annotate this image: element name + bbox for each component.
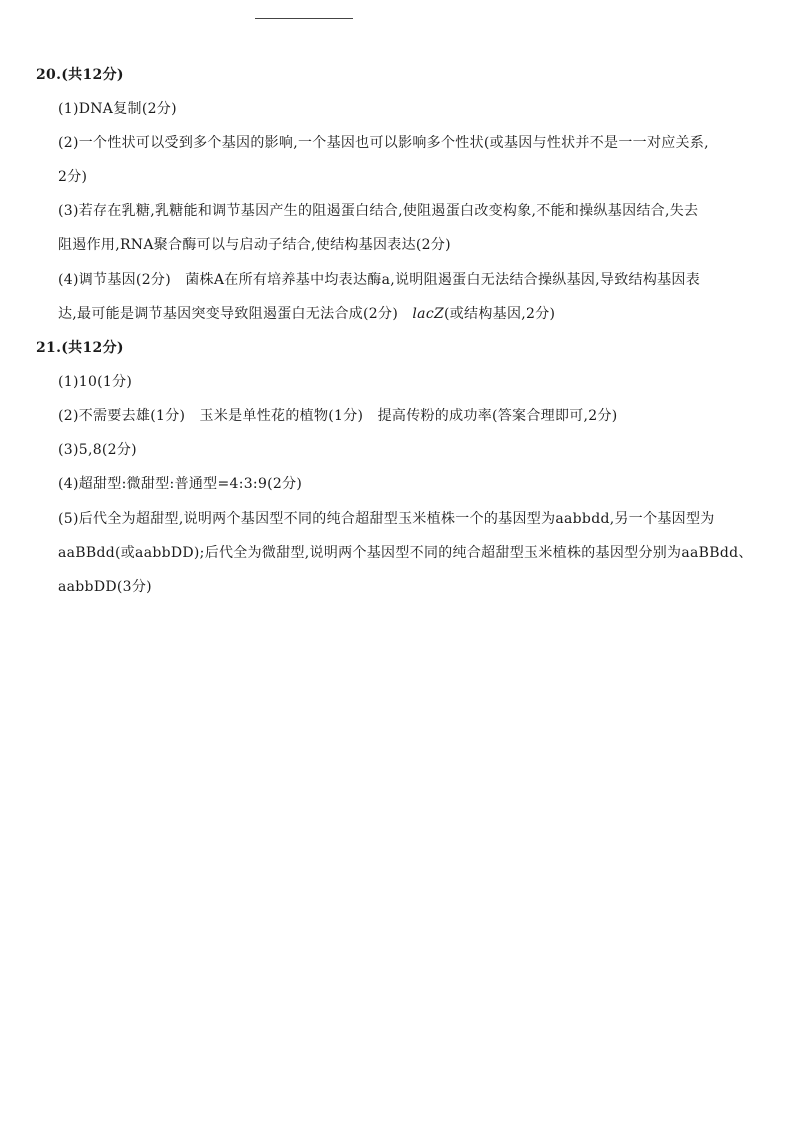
- q20-part-3-line-2: 阻遏作用,RNA聚合酶可以与启动子结合,使结构基因表达(2分): [58, 237, 451, 253]
- question-20-header: 20.(共12分): [36, 67, 124, 83]
- q20-part-4-line-2: [58, 305, 555, 323]
- q20-part-4-text-a: 达,最可能是调节基因突变导致阻遏蛋白无法合成(2分): [58, 306, 413, 322]
- q21-part-2: (2)不需要去雄(1分) 玉米是单性花的植物(1分) 提高传粉的成功率(答案合理即可,2分): [58, 408, 618, 424]
- q21-part-3: (3)5,8(2分): [58, 442, 137, 458]
- q21-part-4: (4)超甜型:微甜型:普通型=4:3:9(2分): [58, 476, 303, 492]
- q21-part-1: (1)10(1分): [58, 374, 133, 390]
- question-21-header: 21.(共12分): [36, 340, 124, 356]
- q21-part-5-line-2: aaBBdd(或aabbDD);后代全为微甜型,说明两个基因型不同的纯合超甜型玉米植株的基因型分别为aaBBdd、: [58, 545, 753, 561]
- q20-part-1: (1)DNA复制(2分): [58, 101, 177, 117]
- q20-part-4-text-b: (或结构基因,2分): [443, 306, 556, 322]
- lacz-gene-name: lacZ: [412, 306, 444, 322]
- q20-part-2-line-2: 2分): [58, 169, 88, 185]
- q20-part-4-line-1: (4)调节基因(2分) 菌株A在所有培养基中均表达酶a,说明阻遏蛋白无法结合操纵基因,导致结构基因表: [58, 272, 701, 288]
- q20-part-2-line-1: (2)一个性状可以受到多个基因的影响,一个基因也可以影响多个性状(或基因与性状并不是一一对应关系,: [58, 135, 709, 151]
- q20-part-3-line-1: (3)若存在乳糖,乳糖能和调节基因产生的阻遏蛋白结合,使阻遏蛋白改变构象,不能和操纵基因结合,失去: [58, 203, 699, 219]
- q21-part-5-line-3: aabbDD(3分): [58, 579, 152, 595]
- q21-part-5-line-1: (5)后代全为超甜型,说明两个基因型不同的纯合超甜型玉米植株一个的基因型为aabbdd,另一个基因型为: [58, 511, 715, 527]
